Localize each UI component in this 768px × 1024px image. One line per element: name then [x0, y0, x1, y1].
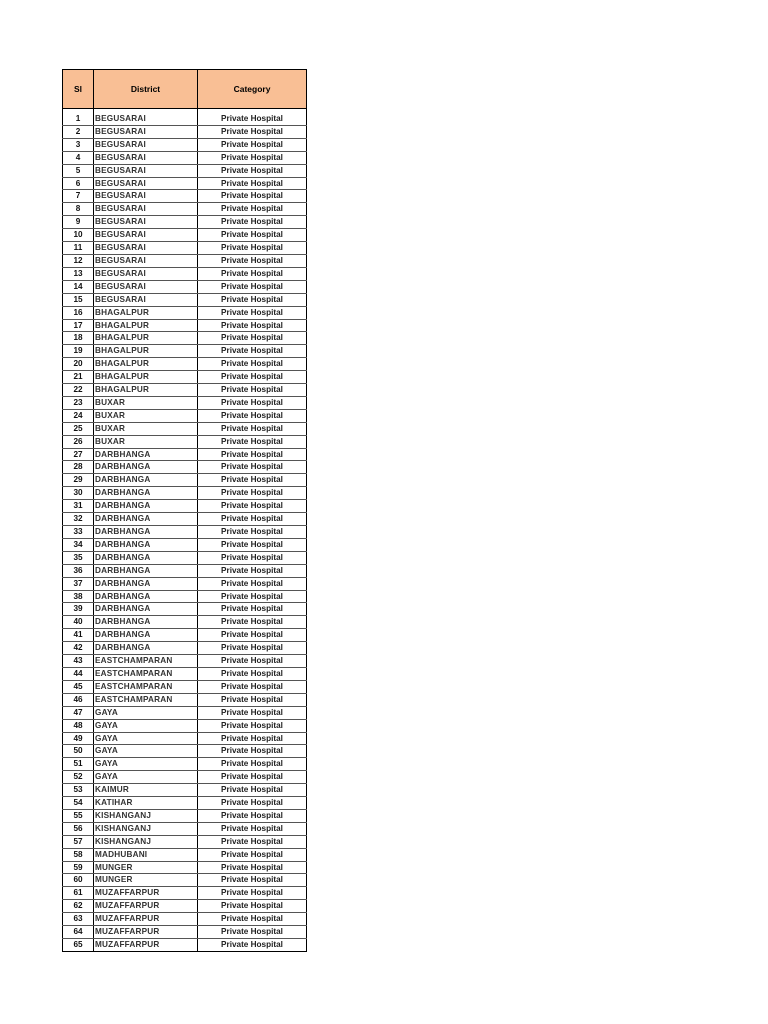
header-row [63, 70, 307, 109]
category-cell: Private Hospital [198, 267, 307, 280]
table-row [63, 306, 307, 319]
table-row [63, 913, 307, 926]
category-cell: Private Hospital [198, 125, 307, 138]
category-cell: Private Hospital [198, 913, 307, 926]
district-cell: DARBHANGA [94, 577, 198, 590]
table-row [63, 538, 307, 551]
sl-cell: 52 [63, 771, 94, 784]
sl-cell: 34 [63, 538, 94, 551]
spreadsheet-page [62, 69, 307, 952]
table-row [63, 900, 307, 913]
category-cell: Private Hospital [198, 306, 307, 319]
district-cell: BHAGALPUR [94, 306, 198, 319]
category-cell: Private Hospital [198, 809, 307, 822]
table-row [63, 461, 307, 474]
category-cell: Private Hospital [198, 564, 307, 577]
table-row [63, 138, 307, 151]
table-row [63, 887, 307, 900]
district-cell: BUXAR [94, 396, 198, 409]
category-cell: Private Hospital [198, 203, 307, 216]
district-cell: BEGUSARAI [94, 177, 198, 190]
district-cell: BEGUSARAI [94, 125, 198, 138]
table-row [63, 551, 307, 564]
table-row [63, 177, 307, 190]
district-cell: DARBHANGA [94, 448, 198, 461]
category-cell: Private Hospital [198, 229, 307, 242]
table-row [63, 319, 307, 332]
table-row [63, 616, 307, 629]
sl-cell: 43 [63, 655, 94, 668]
district-cell: DARBHANGA [94, 616, 198, 629]
sl-cell: 33 [63, 526, 94, 539]
district-cell: DARBHANGA [94, 564, 198, 577]
table-body [63, 109, 307, 952]
district-cell: BEGUSARAI [94, 293, 198, 306]
category-cell: Private Hospital [198, 280, 307, 293]
sl-cell: 13 [63, 267, 94, 280]
sl-cell: 15 [63, 293, 94, 306]
sl-cell: 45 [63, 680, 94, 693]
sl-cell: 27 [63, 448, 94, 461]
district-cell: KISHANGANJ [94, 835, 198, 848]
category-cell: Private Hospital [198, 745, 307, 758]
table-row [63, 422, 307, 435]
table-row [63, 732, 307, 745]
category-cell: Private Hospital [198, 500, 307, 513]
hospital-table [62, 69, 307, 952]
sl-cell: 56 [63, 822, 94, 835]
category-cell: Private Hospital [198, 758, 307, 771]
sl-cell: 63 [63, 913, 94, 926]
category-cell: Private Hospital [198, 693, 307, 706]
table-row [63, 280, 307, 293]
table-row [63, 216, 307, 229]
table-row [63, 655, 307, 668]
district-cell: DARBHANGA [94, 513, 198, 526]
sl-cell: 41 [63, 629, 94, 642]
table-row [63, 926, 307, 939]
district-cell: BHAGALPUR [94, 332, 198, 345]
table-row [63, 409, 307, 422]
category-cell: Private Hospital [198, 538, 307, 551]
district-cell: BEGUSARAI [94, 138, 198, 151]
category-cell: Private Hospital [198, 190, 307, 203]
category-cell: Private Hospital [198, 435, 307, 448]
district-cell: DARBHANGA [94, 590, 198, 603]
district-cell: BEGUSARAI [94, 151, 198, 164]
category-cell: Private Hospital [198, 474, 307, 487]
category-cell: Private Hospital [198, 113, 307, 125]
category-cell: Private Hospital [198, 629, 307, 642]
sl-cell: 17 [63, 319, 94, 332]
district-cell: BEGUSARAI [94, 254, 198, 267]
district-cell: EASTCHAMPARAN [94, 680, 198, 693]
district-cell: MUZAFFARPUR [94, 913, 198, 926]
sl-cell: 59 [63, 861, 94, 874]
table-row [63, 345, 307, 358]
district-cell: EASTCHAMPARAN [94, 655, 198, 668]
district-cell: BUXAR [94, 422, 198, 435]
district-cell: BEGUSARAI [94, 113, 198, 125]
table-row [63, 358, 307, 371]
table-row [63, 500, 307, 513]
district-cell: BEGUSARAI [94, 267, 198, 280]
sl-cell: 61 [63, 887, 94, 900]
sl-cell: 18 [63, 332, 94, 345]
sl-cell: 5 [63, 164, 94, 177]
sl-cell: 11 [63, 242, 94, 255]
district-cell: KATIHAR [94, 797, 198, 810]
district-cell: BHAGALPUR [94, 319, 198, 332]
table-row [63, 229, 307, 242]
sl-cell: 24 [63, 409, 94, 422]
district-cell: DARBHANGA [94, 500, 198, 513]
category-cell: Private Hospital [198, 358, 307, 371]
category-cell: Private Hospital [198, 216, 307, 229]
sl-cell: 10 [63, 229, 94, 242]
district-cell: BHAGALPUR [94, 371, 198, 384]
category-cell: Private Hospital [198, 332, 307, 345]
table-row [63, 642, 307, 655]
category-cell: Private Hospital [198, 409, 307, 422]
district-cell: DARBHANGA [94, 461, 198, 474]
table-row [63, 254, 307, 267]
district-cell: MUZAFFARPUR [94, 900, 198, 913]
district-cell: DARBHANGA [94, 487, 198, 500]
sl-cell: 58 [63, 848, 94, 861]
sl-cell: 53 [63, 784, 94, 797]
category-cell: Private Hospital [198, 384, 307, 397]
table-row [63, 267, 307, 280]
district-cell: BHAGALPUR [94, 345, 198, 358]
district-cell: DARBHANGA [94, 642, 198, 655]
table-row [63, 190, 307, 203]
sl-cell: 47 [63, 706, 94, 719]
district-cell: BEGUSARAI [94, 216, 198, 229]
table-row [63, 242, 307, 255]
table-row [63, 164, 307, 177]
district-cell: BEGUSARAI [94, 164, 198, 177]
table-row [63, 693, 307, 706]
header-sl: Sl [63, 70, 94, 109]
category-cell: Private Hospital [198, 461, 307, 474]
sl-cell: 29 [63, 474, 94, 487]
table-row [63, 784, 307, 797]
table-row [63, 474, 307, 487]
table-row [63, 577, 307, 590]
table-row [63, 293, 307, 306]
category-cell: Private Hospital [198, 177, 307, 190]
table-row [63, 396, 307, 409]
category-cell: Private Hospital [198, 242, 307, 255]
table-row [63, 680, 307, 693]
category-cell: Private Hospital [198, 371, 307, 384]
district-cell: DARBHANGA [94, 603, 198, 616]
category-cell: Private Hospital [198, 513, 307, 526]
district-cell: BEGUSARAI [94, 190, 198, 203]
table-row [63, 564, 307, 577]
category-cell: Private Hospital [198, 487, 307, 500]
table-row [63, 629, 307, 642]
table-row [63, 874, 307, 887]
sl-cell: 9 [63, 216, 94, 229]
sl-cell: 62 [63, 900, 94, 913]
district-cell: BUXAR [94, 409, 198, 422]
sl-cell: 25 [63, 422, 94, 435]
district-cell: MUNGER [94, 874, 198, 887]
sl-cell: 37 [63, 577, 94, 590]
category-cell: Private Hospital [198, 784, 307, 797]
district-cell: EASTCHAMPARAN [94, 667, 198, 680]
category-cell: Private Hospital [198, 138, 307, 151]
table-row [63, 771, 307, 784]
category-cell: Private Hospital [198, 732, 307, 745]
sl-cell: 49 [63, 732, 94, 745]
sl-cell: 51 [63, 758, 94, 771]
table-row [63, 861, 307, 874]
category-cell: Private Hospital [198, 151, 307, 164]
sl-cell: 22 [63, 384, 94, 397]
district-cell: BHAGALPUR [94, 358, 198, 371]
sl-cell: 23 [63, 396, 94, 409]
district-cell: BEGUSARAI [94, 280, 198, 293]
sl-cell: 21 [63, 371, 94, 384]
category-cell: Private Hospital [198, 526, 307, 539]
sl-cell: 8 [63, 203, 94, 216]
category-cell: Private Hospital [198, 396, 307, 409]
district-cell: MUZAFFARPUR [94, 939, 198, 952]
sl-cell: 40 [63, 616, 94, 629]
table-row [63, 590, 307, 603]
sl-cell: 16 [63, 306, 94, 319]
sl-cell: 44 [63, 667, 94, 680]
district-cell: GAYA [94, 745, 198, 758]
category-cell: Private Hospital [198, 577, 307, 590]
sl-cell: 12 [63, 254, 94, 267]
sl-cell: 42 [63, 642, 94, 655]
district-cell: EASTCHAMPARAN [94, 693, 198, 706]
sl-cell: 65 [63, 939, 94, 952]
sl-cell: 1 [63, 113, 94, 125]
sl-cell: 64 [63, 926, 94, 939]
table-row [63, 797, 307, 810]
sl-cell: 14 [63, 280, 94, 293]
category-cell: Private Hospital [198, 926, 307, 939]
category-cell: Private Hospital [198, 319, 307, 332]
header-district: District [94, 70, 198, 109]
district-cell: DARBHANGA [94, 526, 198, 539]
district-cell: MUZAFFARPUR [94, 887, 198, 900]
sl-cell: 2 [63, 125, 94, 138]
sl-cell: 54 [63, 797, 94, 810]
sl-cell: 46 [63, 693, 94, 706]
sl-cell: 38 [63, 590, 94, 603]
table-row [63, 435, 307, 448]
category-cell: Private Hospital [198, 616, 307, 629]
header-category: Category [198, 70, 307, 109]
category-cell: Private Hospital [198, 551, 307, 564]
sl-cell: 55 [63, 809, 94, 822]
district-cell: BUXAR [94, 435, 198, 448]
district-cell: BEGUSARAI [94, 229, 198, 242]
table-row [63, 667, 307, 680]
district-cell: KISHANGANJ [94, 822, 198, 835]
category-cell: Private Hospital [198, 448, 307, 461]
table-row [63, 203, 307, 216]
district-cell: KISHANGANJ [94, 809, 198, 822]
category-cell: Private Hospital [198, 667, 307, 680]
district-cell: GAYA [94, 732, 198, 745]
sl-cell: 7 [63, 190, 94, 203]
sl-cell: 6 [63, 177, 94, 190]
category-cell: Private Hospital [198, 164, 307, 177]
category-cell: Private Hospital [198, 939, 307, 952]
district-cell: GAYA [94, 758, 198, 771]
sl-cell: 35 [63, 551, 94, 564]
sl-cell: 26 [63, 435, 94, 448]
table-row [63, 848, 307, 861]
category-cell: Private Hospital [198, 254, 307, 267]
category-cell: Private Hospital [198, 603, 307, 616]
table-row [63, 371, 307, 384]
district-cell: BHAGALPUR [94, 384, 198, 397]
category-cell: Private Hospital [198, 345, 307, 358]
table-row [63, 706, 307, 719]
table-row [63, 384, 307, 397]
sl-cell: 57 [63, 835, 94, 848]
category-cell: Private Hospital [198, 861, 307, 874]
sl-cell: 60 [63, 874, 94, 887]
table-row [63, 151, 307, 164]
table-row [63, 113, 307, 125]
category-cell: Private Hospital [198, 848, 307, 861]
district-cell: DARBHANGA [94, 538, 198, 551]
table-row [63, 835, 307, 848]
sl-cell: 50 [63, 745, 94, 758]
category-cell: Private Hospital [198, 590, 307, 603]
table-row [63, 448, 307, 461]
sl-cell: 31 [63, 500, 94, 513]
category-cell: Private Hospital [198, 900, 307, 913]
category-cell: Private Hospital [198, 642, 307, 655]
sl-cell: 4 [63, 151, 94, 164]
sl-cell: 3 [63, 138, 94, 151]
table-row [63, 125, 307, 138]
category-cell: Private Hospital [198, 706, 307, 719]
category-cell: Private Hospital [198, 771, 307, 784]
sl-cell: 28 [63, 461, 94, 474]
district-cell: MUZAFFARPUR [94, 926, 198, 939]
category-cell: Private Hospital [198, 887, 307, 900]
table-row [63, 487, 307, 500]
table-row [63, 526, 307, 539]
district-cell: BEGUSARAI [94, 203, 198, 216]
table-row [63, 603, 307, 616]
category-cell: Private Hospital [198, 655, 307, 668]
table-row [63, 719, 307, 732]
sl-cell: 48 [63, 719, 94, 732]
sl-cell: 19 [63, 345, 94, 358]
district-cell: DARBHANGA [94, 629, 198, 642]
district-cell: GAYA [94, 771, 198, 784]
category-cell: Private Hospital [198, 719, 307, 732]
sl-cell: 20 [63, 358, 94, 371]
table-row [63, 758, 307, 771]
category-cell: Private Hospital [198, 422, 307, 435]
category-cell: Private Hospital [198, 680, 307, 693]
district-cell: MUNGER [94, 861, 198, 874]
sl-cell: 36 [63, 564, 94, 577]
table-row [63, 939, 307, 952]
category-cell: Private Hospital [198, 293, 307, 306]
table-row [63, 822, 307, 835]
sl-cell: 30 [63, 487, 94, 500]
district-cell: DARBHANGA [94, 474, 198, 487]
table-row [63, 809, 307, 822]
category-cell: Private Hospital [198, 874, 307, 887]
district-cell: MADHUBANI [94, 848, 198, 861]
category-cell: Private Hospital [198, 822, 307, 835]
district-cell: BEGUSARAI [94, 242, 198, 255]
sl-cell: 39 [63, 603, 94, 616]
category-cell: Private Hospital [198, 797, 307, 810]
district-cell: GAYA [94, 719, 198, 732]
category-cell: Private Hospital [198, 835, 307, 848]
district-cell: KAIMUR [94, 784, 198, 797]
table-row [63, 332, 307, 345]
table-row [63, 745, 307, 758]
table-row [63, 513, 307, 526]
district-cell: DARBHANGA [94, 551, 198, 564]
district-cell: GAYA [94, 706, 198, 719]
sl-cell: 32 [63, 513, 94, 526]
